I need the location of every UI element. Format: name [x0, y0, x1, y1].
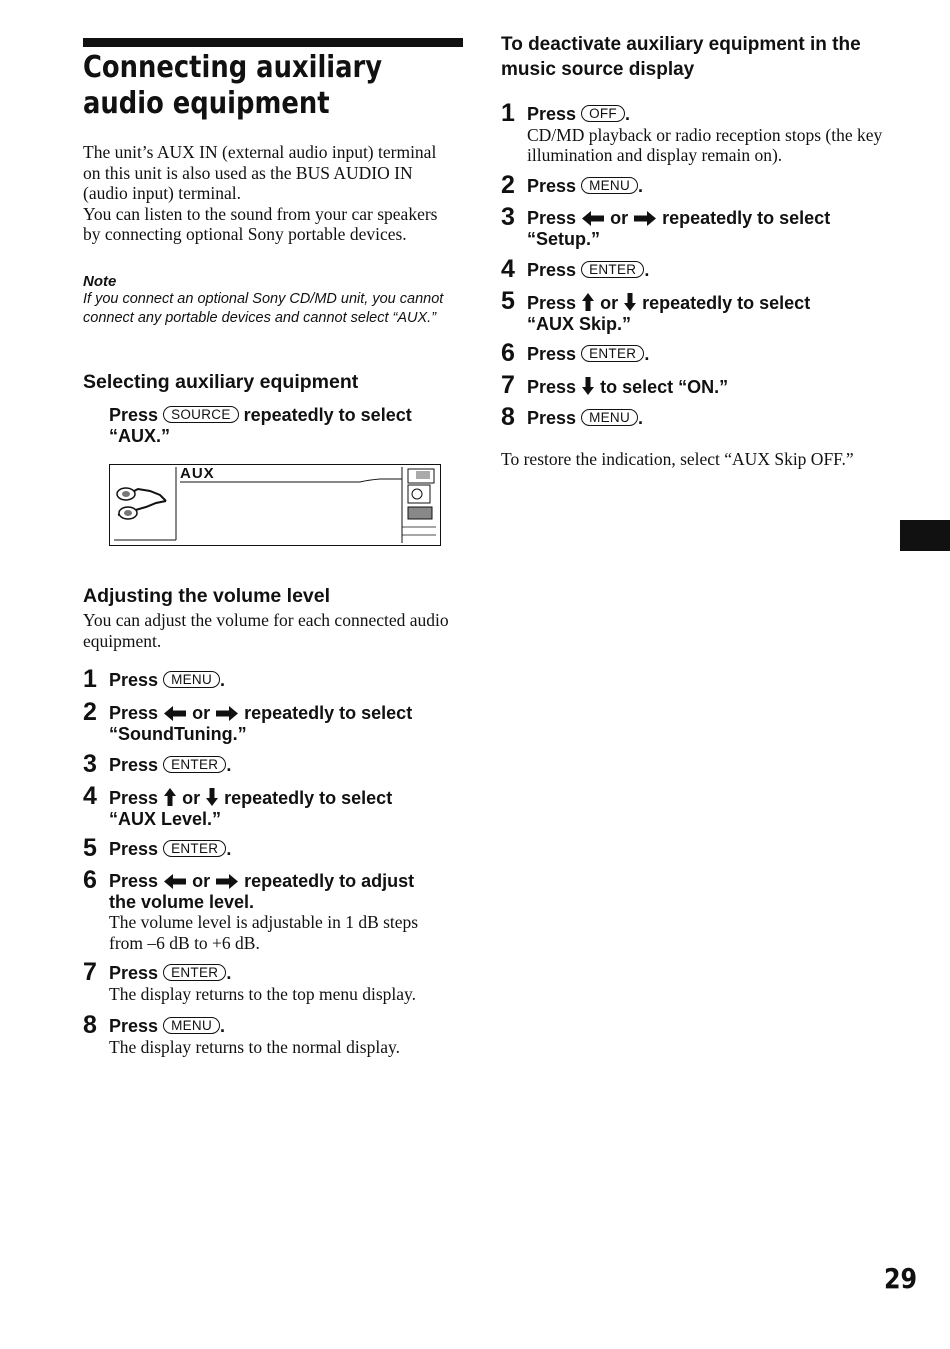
step-number: 8 — [501, 403, 515, 431]
period: . — [226, 839, 232, 859]
page-number: 29 — [884, 1262, 918, 1295]
step-number: 8 — [83, 1011, 97, 1039]
arrow-left-icon — [163, 873, 187, 890]
instruction-target: “AUX.” — [109, 425, 171, 446]
or-label: or — [610, 208, 629, 228]
press-label: Press — [527, 104, 577, 124]
aux-display-illustration — [109, 464, 441, 546]
step-number: 4 — [501, 255, 515, 283]
step-number: 6 — [501, 339, 515, 367]
section-edge-tab — [900, 520, 950, 551]
step-number: 1 — [501, 99, 515, 127]
instruction-text: repeatedly to adjust — [244, 871, 415, 891]
instruction-text: repeatedly to select — [662, 208, 831, 228]
menu-key: MENU — [163, 1017, 220, 1034]
enter-key: ENTER — [163, 756, 226, 773]
step-number: 3 — [83, 750, 97, 778]
arrow-up-icon — [163, 787, 177, 807]
rca-cable-icon — [110, 465, 440, 545]
display-label: AUX — [180, 465, 215, 482]
period: . — [226, 963, 232, 983]
menu-key: MENU — [163, 671, 220, 688]
arrow-left-icon — [163, 705, 187, 722]
period: . — [644, 260, 650, 280]
period: . — [638, 408, 644, 428]
arrow-down-icon — [581, 376, 595, 396]
off-key: OFF — [581, 105, 625, 122]
restore-text: To restore the indication, select “AUX Skip OFF.” — [501, 449, 854, 469]
press-label: Press — [109, 788, 159, 808]
press-label: Press — [109, 871, 159, 891]
enter-key: ENTER — [581, 345, 644, 362]
step-detail: CD/MD playback or radio reception stops (the key illumination and display remain on). — [527, 124, 883, 165]
arrow-down-icon — [205, 787, 219, 807]
press-label: Press — [527, 293, 577, 313]
press-label: Press — [527, 408, 577, 428]
or-label: or — [182, 788, 201, 808]
deactivate-heading: To deactivate auxiliary equipment in the music source display — [501, 34, 861, 80]
step-number: 5 — [83, 834, 97, 862]
instruction-text: repeatedly to select — [224, 788, 393, 808]
enter-key: ENTER — [581, 261, 644, 278]
intro — [83, 142, 455, 245]
press-label: Press — [109, 755, 159, 775]
arrow-up-icon — [581, 292, 595, 312]
menu-key: MENU — [581, 409, 638, 426]
step-number: 4 — [83, 782, 97, 810]
intro-paragraph-2: You can listen to the sound from your car speakers by connecting optional Sony portable devices. — [83, 203, 438, 244]
instruction-text: to select “ON.” — [600, 377, 729, 397]
or-label: or — [192, 871, 211, 891]
note — [83, 273, 455, 327]
instruction-target: “Setup.” — [527, 228, 601, 249]
press-label: Press — [527, 260, 577, 280]
period: . — [624, 104, 630, 124]
note-heading: Note — [83, 273, 117, 290]
step-number: 5 — [501, 287, 515, 315]
step-number: 1 — [83, 665, 97, 693]
period: . — [226, 755, 232, 775]
step-detail: The volume level is adjustable in 1 dB steps from –6 dB to +6 dB. — [109, 912, 419, 953]
or-label: or — [600, 293, 619, 313]
right-column — [501, 0, 901, 1349]
instruction-target: “AUX Skip.” — [527, 313, 632, 334]
press-label: Press — [109, 670, 159, 690]
press-label: Press — [109, 703, 159, 723]
volume-intro: You can adjust the volume for each connected audio equipment. — [83, 610, 449, 651]
period: . — [638, 176, 644, 196]
press-label: Press — [527, 344, 577, 364]
press-label: Press — [527, 208, 577, 228]
instruction-text: repeatedly to select — [243, 405, 412, 425]
enter-key: ENTER — [163, 964, 226, 981]
arrow-down-icon — [623, 292, 637, 312]
intro-paragraph-1: The unit’s AUX IN (external audio input) terminal on this unit is also used as the BUS AUDIO IN (audio input) terminal. — [83, 142, 437, 203]
step-number: 6 — [83, 866, 97, 894]
period: . — [220, 1016, 226, 1036]
period: . — [644, 344, 650, 364]
arrow-right-icon — [633, 210, 657, 227]
press-label: Press — [527, 176, 577, 196]
arrow-left-icon — [581, 210, 605, 227]
step-detail: The display returns to the top menu display. — [109, 983, 417, 1004]
period: . — [220, 670, 226, 690]
instruction-target: “SoundTuning.” — [109, 723, 247, 744]
step-number: 7 — [83, 958, 97, 986]
instruction-target: “AUX Level.” — [109, 808, 222, 829]
step-detail: The display returns to the normal display. — [109, 1036, 400, 1057]
step-number: 2 — [501, 171, 515, 199]
arrow-right-icon — [215, 873, 239, 890]
note-text: If you connect an optional Sony CD/MD unit, you cannot connect any portable devices and cannot select “AUX.” — [83, 291, 444, 326]
or-label: or — [192, 703, 211, 723]
press-label: Press — [109, 405, 159, 425]
left-column — [83, 0, 463, 1349]
step-number: 2 — [83, 698, 97, 726]
selecting-heading: Selecting auxiliary equipment — [83, 371, 359, 393]
menu-key: MENU — [581, 177, 638, 194]
instruction-target: the volume level. — [109, 891, 255, 912]
enter-key: ENTER — [163, 840, 226, 857]
press-label: Press — [109, 839, 159, 859]
press-label: Press — [109, 963, 159, 983]
source-key: SOURCE — [163, 406, 239, 423]
instruction-text: repeatedly to select — [244, 703, 413, 723]
volume-heading: Adjusting the volume level — [83, 585, 331, 607]
step-number: 3 — [501, 203, 515, 231]
page-title: Connecting auxiliary audio equipment — [83, 50, 383, 121]
arrow-right-icon — [215, 705, 239, 722]
press-label: Press — [109, 1016, 159, 1036]
selecting-instruction — [109, 405, 459, 446]
instruction-text: repeatedly to select — [642, 293, 811, 313]
step-number: 7 — [501, 371, 515, 399]
press-label: Press — [527, 377, 577, 397]
